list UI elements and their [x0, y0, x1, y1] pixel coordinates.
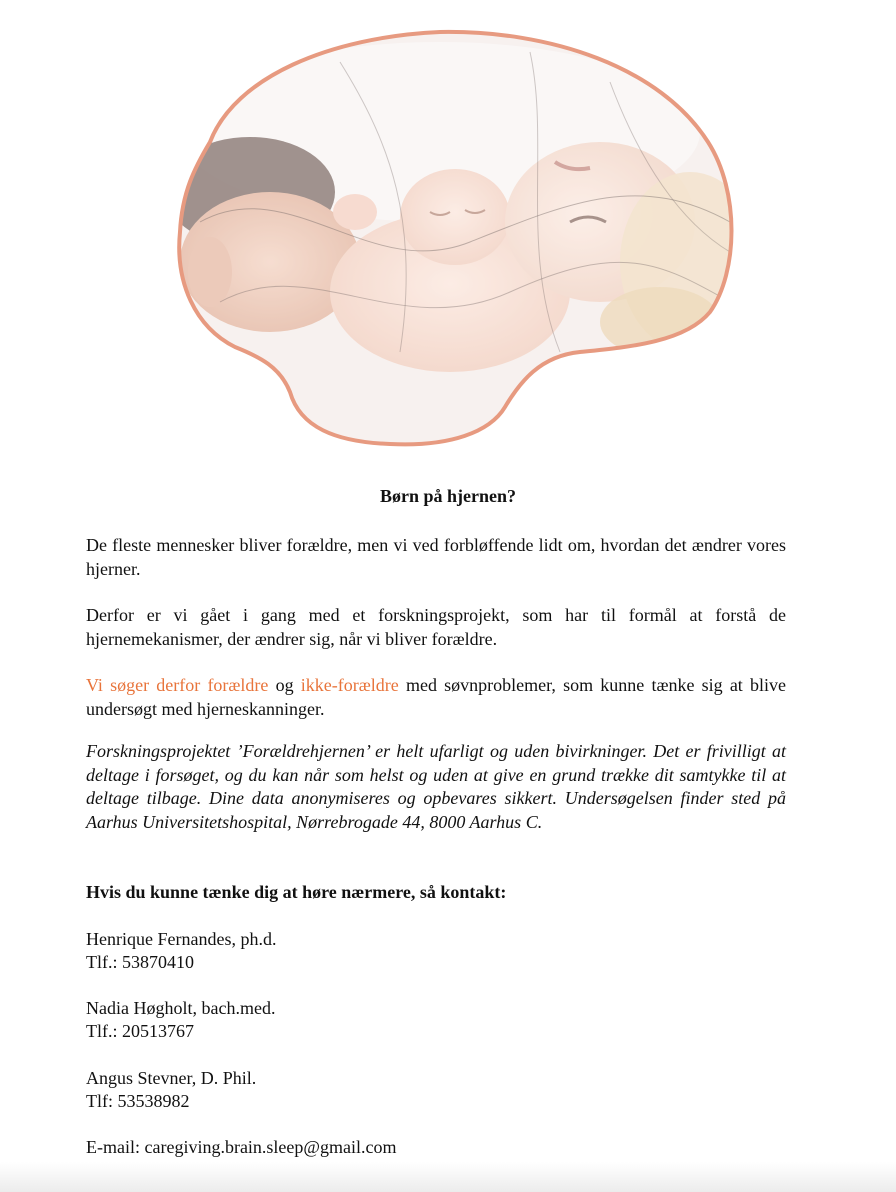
- intro-paragraph: De fleste mennesker bliver forældre, men vi ved forbløffende lidt om, hvordan det ændrer vores hjerner.: [86, 535, 786, 579]
- contact-heading: Hvis du kunne tænke dig at høre nærmere, så kontakt:: [86, 882, 507, 902]
- contact-name: Henrique Fernandes, ph.d.: [86, 929, 277, 949]
- contact-email: E-mail: caregiving.brain.sleep@gmail.com: [86, 1137, 397, 1157]
- consent-paragraph: Forskningsprojektet ’Forældrehjernen’ er helt ufarligt og uden bivirkninger. Det er frivilligt at deltage i forsøget, og du kan når som helst og uden at give en grund trække dit samtykke til at deltage tilbage. Dine data anonymiseres og opbevares sikkert. Undersøgelsen finder sted på Aarhus Universitetshospital, Nørrebrogade 44, 8000 Aarhus C.: [86, 741, 786, 832]
- recruitment-rest: med søvnproblemer, som kunne tænke sig at blive undersøgt med hjerneskanninger.: [86, 675, 786, 719]
- document-title: Børn på hjernen?: [379, 486, 516, 506]
- highlight-parents: Vi søger derfor forældre: [86, 675, 269, 695]
- contact-name: Angus Stevner, D. Phil.: [86, 1068, 257, 1088]
- contact-phone: Tlf: 53538982: [86, 1091, 190, 1111]
- project-paragraph: Derfor er vi gået i gang med et forskningsprojekt, som har til formål at forstå de hjernemekanismer, der ændrer sig, når vi bliver forældre.: [86, 605, 786, 649]
- highlight-non-parents: ikke-forældre: [300, 675, 399, 695]
- brain-family-illustration: [140, 22, 740, 452]
- page-bottom-shade: [0, 1162, 896, 1192]
- contact-phone: Tlf.: 53870410: [86, 952, 194, 972]
- contact-entry: [86, 928, 276, 974]
- recruitment-paragraph: [86, 674, 786, 721]
- contact-name: Nadia Høgholt, bach.med.: [86, 998, 276, 1018]
- contact-phone: Tlf.: 20513767: [86, 1021, 194, 1041]
- connector-text: og: [268, 675, 301, 695]
- contact-entry: [86, 1067, 256, 1113]
- contact-entry: [86, 997, 275, 1043]
